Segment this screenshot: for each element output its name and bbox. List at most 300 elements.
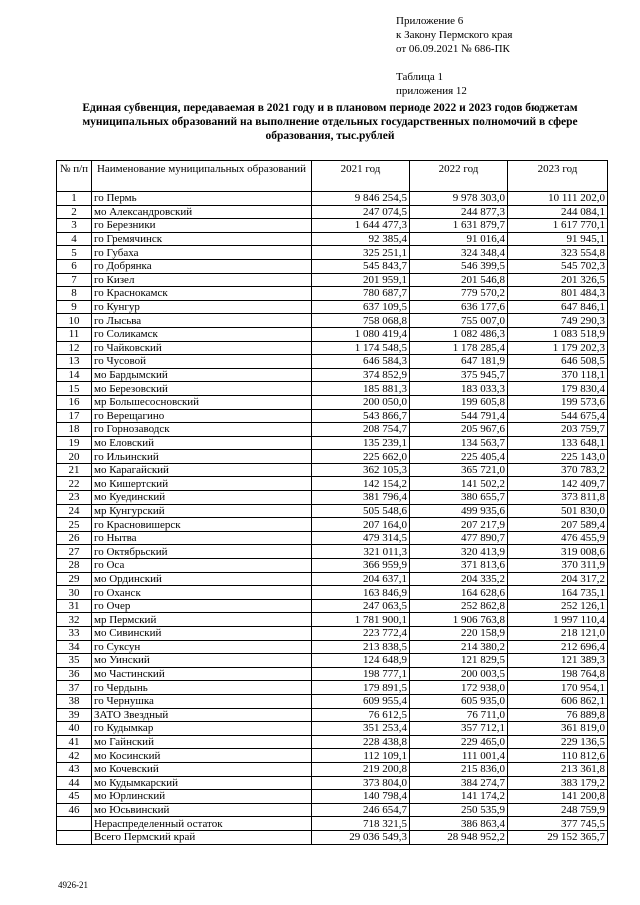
document-title: Единая субвенция, передаваемая в 2021 году и в плановом периоде 2022 и 2023 годов бюджетам муниципальных образований на выполнение отдельных государственных полномочий в сфере образования, тыс.рублей bbox=[82, 102, 578, 142]
value-2022-cell: 375 945,7 bbox=[410, 368, 508, 382]
value-2022-cell: 76 711,0 bbox=[410, 708, 508, 722]
row-number-cell: 30 bbox=[57, 586, 92, 600]
value-2022-cell: 647 181,9 bbox=[410, 355, 508, 369]
municipality-name-cell: го Октябрьский bbox=[92, 545, 312, 559]
row-number-cell: 6 bbox=[57, 259, 92, 273]
value-2023-cell: 141 200,8 bbox=[508, 790, 608, 804]
value-2022-cell: 477 890,7 bbox=[410, 531, 508, 545]
value-2023-cell: 133 648,1 bbox=[508, 436, 608, 450]
row-number-cell: 40 bbox=[57, 722, 92, 736]
row-number-cell: 7 bbox=[57, 273, 92, 287]
value-2022-cell: 371 813,6 bbox=[410, 559, 508, 573]
column-header-2023: 2023 год bbox=[508, 161, 608, 192]
value-2021-cell: 381 796,4 bbox=[312, 491, 410, 505]
row-number-cell: 15 bbox=[57, 382, 92, 396]
municipality-name-cell: го Добрянка bbox=[92, 259, 312, 273]
table-row bbox=[57, 314, 608, 328]
value-2022-cell: 244 877,3 bbox=[410, 205, 508, 219]
value-2023-cell: 198 764,8 bbox=[508, 667, 608, 681]
value-2021-cell: 135 239,1 bbox=[312, 436, 410, 450]
municipality-name-cell: мо Александровский bbox=[92, 205, 312, 219]
municipality-name-cell: го Очер bbox=[92, 599, 312, 613]
municipality-name-cell: го Суксун bbox=[92, 640, 312, 654]
value-2022-cell: 365 721,0 bbox=[410, 463, 508, 477]
value-2022-cell: 499 935,6 bbox=[410, 504, 508, 518]
value-2023-cell: 370 118,1 bbox=[508, 368, 608, 382]
value-2021-cell: 246 654,7 bbox=[312, 803, 410, 817]
value-2021-cell: 321 011,3 bbox=[312, 545, 410, 559]
value-2021-cell: 609 955,4 bbox=[312, 694, 410, 708]
row-number-cell: 9 bbox=[57, 300, 92, 314]
municipality-name-cell: мо Куединский bbox=[92, 491, 312, 505]
row-number-cell: 23 bbox=[57, 491, 92, 505]
value-2023-cell: 121 389,3 bbox=[508, 654, 608, 668]
value-2021-cell: 9 846 254,5 bbox=[312, 192, 410, 206]
row-number-cell: 18 bbox=[57, 423, 92, 437]
value-2023-cell: 164 735,1 bbox=[508, 586, 608, 600]
table-row bbox=[57, 762, 608, 776]
table-row bbox=[57, 708, 608, 722]
row-number-cell: 38 bbox=[57, 694, 92, 708]
table-row bbox=[57, 559, 608, 573]
table-row bbox=[57, 355, 608, 369]
row-number-cell: 21 bbox=[57, 463, 92, 477]
row-number-cell: 46 bbox=[57, 803, 92, 817]
table-row bbox=[57, 300, 608, 314]
municipality-name-cell: мо Бардымский bbox=[92, 368, 312, 382]
value-2022-cell: 134 563,7 bbox=[410, 436, 508, 450]
value-2023-cell: 370 783,2 bbox=[508, 463, 608, 477]
value-2023-cell: 244 084,1 bbox=[508, 205, 608, 219]
value-2022-cell: 220 158,9 bbox=[410, 627, 508, 641]
municipality-name-cell: го Кудымкар bbox=[92, 722, 312, 736]
table-row bbox=[57, 246, 608, 260]
municipality-name-cell: мо Кишертский bbox=[92, 477, 312, 491]
value-2023-cell: 201 326,5 bbox=[508, 273, 608, 287]
value-2023-cell: 647 846,1 bbox=[508, 300, 608, 314]
value-2022-cell: 1 631 879,7 bbox=[410, 219, 508, 233]
value-2022-cell: 605 935,0 bbox=[410, 694, 508, 708]
value-2023-cell: 545 702,3 bbox=[508, 259, 608, 273]
row-number-cell: 14 bbox=[57, 368, 92, 382]
value-2021-cell: 223 772,4 bbox=[312, 627, 410, 641]
row-number-cell: 8 bbox=[57, 287, 92, 301]
table-row bbox=[57, 219, 608, 233]
table-row bbox=[57, 436, 608, 450]
value-2022-cell: 384 274,7 bbox=[410, 776, 508, 790]
value-2022-cell: 636 177,6 bbox=[410, 300, 508, 314]
value-2023-cell: 1 617 770,1 bbox=[508, 219, 608, 233]
municipality-name-cell: мо Юсьвинский bbox=[92, 803, 312, 817]
table-row bbox=[57, 382, 608, 396]
value-2022-cell: 250 535,9 bbox=[410, 803, 508, 817]
municipality-name-cell: го Оса bbox=[92, 559, 312, 573]
value-2021-cell: 201 959,1 bbox=[312, 273, 410, 287]
value-2021-cell: 185 881,3 bbox=[312, 382, 410, 396]
value-2022-cell: 204 335,2 bbox=[410, 572, 508, 586]
municipality-name-cell: мо Сивинский bbox=[92, 627, 312, 641]
table-row bbox=[57, 830, 608, 844]
value-2022-cell: 324 348,4 bbox=[410, 246, 508, 260]
value-2022-cell: 215 836,0 bbox=[410, 762, 508, 776]
municipality-name-cell: го Оханск bbox=[92, 586, 312, 600]
value-2021-cell: 225 662,0 bbox=[312, 450, 410, 464]
value-2021-cell: 76 612,5 bbox=[312, 708, 410, 722]
value-2022-cell: 205 967,6 bbox=[410, 423, 508, 437]
table-row bbox=[57, 749, 608, 763]
value-2023-cell: 203 759,7 bbox=[508, 423, 608, 437]
value-2022-cell: 141 502,2 bbox=[410, 477, 508, 491]
value-2023-cell: 213 361,8 bbox=[508, 762, 608, 776]
municipality-name-cell: го Кизел bbox=[92, 273, 312, 287]
value-2021-cell: 1 781 900,1 bbox=[312, 613, 410, 627]
value-2021-cell: 228 438,8 bbox=[312, 735, 410, 749]
table-row bbox=[57, 613, 608, 627]
municipality-name-cell: мо Березовский bbox=[92, 382, 312, 396]
table-row bbox=[57, 504, 608, 518]
appendix-label: Приложение 6 bbox=[396, 15, 464, 27]
row-number-cell: 34 bbox=[57, 640, 92, 654]
municipality-name-cell: го Гремячинск bbox=[92, 232, 312, 246]
table-row bbox=[57, 232, 608, 246]
column-header-2021: 2021 год bbox=[312, 161, 410, 192]
value-2021-cell: 140 798,4 bbox=[312, 790, 410, 804]
row-number-cell: 44 bbox=[57, 776, 92, 790]
value-2021-cell: 29 036 549,3 bbox=[312, 830, 410, 844]
table-row bbox=[57, 518, 608, 532]
value-2023-cell: 749 290,3 bbox=[508, 314, 608, 328]
table-header-row bbox=[57, 161, 608, 192]
value-2021-cell: 758 068,8 bbox=[312, 314, 410, 328]
municipality-name-cell: мо Еловский bbox=[92, 436, 312, 450]
value-2023-cell: 29 152 365,7 bbox=[508, 830, 608, 844]
row-number-cell: 35 bbox=[57, 654, 92, 668]
table-row bbox=[57, 259, 608, 273]
value-2022-cell: 755 007,0 bbox=[410, 314, 508, 328]
table-row bbox=[57, 192, 608, 206]
municipality-name-cell: го Чусовой bbox=[92, 355, 312, 369]
value-2021-cell: 163 846,9 bbox=[312, 586, 410, 600]
table-row bbox=[57, 287, 608, 301]
value-2022-cell: 214 380,2 bbox=[410, 640, 508, 654]
table-row bbox=[57, 803, 608, 817]
municipality-name-cell: мо Уинский bbox=[92, 654, 312, 668]
value-2021-cell: 366 959,9 bbox=[312, 559, 410, 573]
value-2022-cell: 172 938,0 bbox=[410, 681, 508, 695]
value-2022-cell: 1 082 486,3 bbox=[410, 327, 508, 341]
municipality-name-cell: мо Косинский bbox=[92, 749, 312, 763]
value-2022-cell: 91 016,4 bbox=[410, 232, 508, 246]
table-row bbox=[57, 627, 608, 641]
value-2022-cell: 141 174,2 bbox=[410, 790, 508, 804]
value-2023-cell: 1 083 518,9 bbox=[508, 327, 608, 341]
value-2023-cell: 606 862,1 bbox=[508, 694, 608, 708]
value-2023-cell: 248 759,9 bbox=[508, 803, 608, 817]
value-2021-cell: 247 074,5 bbox=[312, 205, 410, 219]
value-2022-cell: 1 906 763,8 bbox=[410, 613, 508, 627]
value-2021-cell: 204 637,1 bbox=[312, 572, 410, 586]
table-row bbox=[57, 586, 608, 600]
value-2023-cell: 76 889,8 bbox=[508, 708, 608, 722]
value-2022-cell: 1 178 285,4 bbox=[410, 341, 508, 355]
value-2021-cell: 1 644 477,3 bbox=[312, 219, 410, 233]
value-2023-cell: 476 455,9 bbox=[508, 531, 608, 545]
row-number-cell: 2 bbox=[57, 205, 92, 219]
table-label: Таблица 1 bbox=[396, 71, 444, 83]
table-row bbox=[57, 395, 608, 409]
subsidy-table bbox=[56, 160, 608, 845]
row-number-cell: 3 bbox=[57, 219, 92, 233]
municipality-name-cell: мо Частинский bbox=[92, 667, 312, 681]
municipality-name-cell: ЗАТО Звездный bbox=[92, 708, 312, 722]
table-row bbox=[57, 409, 608, 423]
value-2021-cell: 1 080 419,4 bbox=[312, 327, 410, 341]
value-2023-cell: 91 945,1 bbox=[508, 232, 608, 246]
value-2021-cell: 351 253,4 bbox=[312, 722, 410, 736]
row-number-cell: 1 bbox=[57, 192, 92, 206]
table-row bbox=[57, 368, 608, 382]
value-2021-cell: 637 109,5 bbox=[312, 300, 410, 314]
value-2023-cell: 1 997 110,4 bbox=[508, 613, 608, 627]
row-number-cell: 39 bbox=[57, 708, 92, 722]
table-row bbox=[57, 450, 608, 464]
municipality-name-cell: го Березники bbox=[92, 219, 312, 233]
municipality-name-cell: го Верещагино bbox=[92, 409, 312, 423]
row-number-cell: 36 bbox=[57, 667, 92, 681]
value-2023-cell: 377 745,5 bbox=[508, 817, 608, 831]
table-row bbox=[57, 667, 608, 681]
value-2022-cell: 544 791,4 bbox=[410, 409, 508, 423]
municipality-name-cell: мо Кудымкарский bbox=[92, 776, 312, 790]
table-row bbox=[57, 477, 608, 491]
municipality-name-cell: Нераспределенный остаток bbox=[92, 817, 312, 831]
value-2023-cell: 229 136,5 bbox=[508, 735, 608, 749]
value-2023-cell: 212 696,4 bbox=[508, 640, 608, 654]
value-2021-cell: 325 251,1 bbox=[312, 246, 410, 260]
value-2023-cell: 225 143,0 bbox=[508, 450, 608, 464]
municipality-name-cell: го Чайковский bbox=[92, 341, 312, 355]
value-2022-cell: 111 001,4 bbox=[410, 749, 508, 763]
municipality-name-cell: мр Кунгурский bbox=[92, 504, 312, 518]
row-number-cell: 37 bbox=[57, 681, 92, 695]
value-2023-cell: 383 179,2 bbox=[508, 776, 608, 790]
row-number-cell: 29 bbox=[57, 572, 92, 586]
value-2021-cell: 179 891,5 bbox=[312, 681, 410, 695]
row-number-cell bbox=[57, 817, 92, 831]
municipality-name-cell: го Пермь bbox=[92, 192, 312, 206]
municipality-name-cell: мо Ординский bbox=[92, 572, 312, 586]
row-number-cell: 16 bbox=[57, 395, 92, 409]
table-row bbox=[57, 735, 608, 749]
table-row bbox=[57, 341, 608, 355]
row-number-cell: 28 bbox=[57, 559, 92, 573]
value-2021-cell: 213 838,5 bbox=[312, 640, 410, 654]
municipality-name-cell: го Соликамск bbox=[92, 327, 312, 341]
value-2022-cell: 200 003,5 bbox=[410, 667, 508, 681]
value-2021-cell: 124 648,9 bbox=[312, 654, 410, 668]
value-2023-cell: 1 179 202,3 bbox=[508, 341, 608, 355]
value-2021-cell: 112 109,1 bbox=[312, 749, 410, 763]
value-2023-cell: 110 812,6 bbox=[508, 749, 608, 763]
table-row bbox=[57, 327, 608, 341]
value-2023-cell: 373 811,8 bbox=[508, 491, 608, 505]
row-number-cell: 31 bbox=[57, 599, 92, 613]
municipality-name-cell: го Кунгур bbox=[92, 300, 312, 314]
value-2023-cell: 199 573,6 bbox=[508, 395, 608, 409]
row-number-cell: 11 bbox=[57, 327, 92, 341]
column-header-name: Наименование муниципальных образований bbox=[92, 161, 312, 192]
table-row bbox=[57, 531, 608, 545]
row-number-cell: 32 bbox=[57, 613, 92, 627]
row-number-cell: 43 bbox=[57, 762, 92, 776]
table-row bbox=[57, 423, 608, 437]
value-2021-cell: 247 063,5 bbox=[312, 599, 410, 613]
row-number-cell: 13 bbox=[57, 355, 92, 369]
table-row bbox=[57, 545, 608, 559]
value-2022-cell: 546 399,5 bbox=[410, 259, 508, 273]
table-row bbox=[57, 640, 608, 654]
value-2021-cell: 479 314,5 bbox=[312, 531, 410, 545]
value-2022-cell: 164 628,6 bbox=[410, 586, 508, 600]
value-2022-cell: 380 655,7 bbox=[410, 491, 508, 505]
row-number-cell: 5 bbox=[57, 246, 92, 260]
row-number-cell: 19 bbox=[57, 436, 92, 450]
municipality-name-cell: го Краснокамск bbox=[92, 287, 312, 301]
value-2021-cell: 142 154,2 bbox=[312, 477, 410, 491]
municipality-name-cell: го Нытва bbox=[92, 531, 312, 545]
value-2021-cell: 219 200,8 bbox=[312, 762, 410, 776]
value-2021-cell: 200 050,0 bbox=[312, 395, 410, 409]
table-row bbox=[57, 654, 608, 668]
table-row bbox=[57, 463, 608, 477]
row-number-cell: 27 bbox=[57, 545, 92, 559]
municipality-name-cell: го Красновишерск bbox=[92, 518, 312, 532]
table-appendix-label: приложения 12 bbox=[396, 85, 467, 97]
value-2023-cell: 207 589,4 bbox=[508, 518, 608, 532]
value-2022-cell: 229 465,0 bbox=[410, 735, 508, 749]
municipality-name-cell: го Лысьва bbox=[92, 314, 312, 328]
column-header-2022: 2022 год bbox=[410, 161, 508, 192]
municipality-name-cell: мр Большесосновский bbox=[92, 395, 312, 409]
municipality-name-cell: мо Кочевский bbox=[92, 762, 312, 776]
value-2023-cell: 142 409,7 bbox=[508, 477, 608, 491]
value-2022-cell: 357 712,1 bbox=[410, 722, 508, 736]
row-number-cell: 25 bbox=[57, 518, 92, 532]
row-number-cell: 24 bbox=[57, 504, 92, 518]
value-2021-cell: 780 687,7 bbox=[312, 287, 410, 301]
table-row bbox=[57, 599, 608, 613]
row-number-cell: 12 bbox=[57, 341, 92, 355]
value-2022-cell: 201 546,8 bbox=[410, 273, 508, 287]
value-2023-cell: 544 675,4 bbox=[508, 409, 608, 423]
value-2023-cell: 10 111 202,0 bbox=[508, 192, 608, 206]
municipality-name-cell: го Чернушка bbox=[92, 694, 312, 708]
municipality-name-cell: го Ильинский bbox=[92, 450, 312, 464]
municipality-name-cell: Всего Пермский край bbox=[92, 830, 312, 844]
municipality-name-cell: мо Юрлинский bbox=[92, 790, 312, 804]
value-2023-cell: 323 554,8 bbox=[508, 246, 608, 260]
appendix-header bbox=[396, 14, 512, 56]
value-2021-cell: 198 777,1 bbox=[312, 667, 410, 681]
value-2022-cell: 9 978 303,0 bbox=[410, 192, 508, 206]
table-row bbox=[57, 722, 608, 736]
value-2021-cell: 646 584,3 bbox=[312, 355, 410, 369]
row-number-cell: 26 bbox=[57, 531, 92, 545]
value-2023-cell: 361 819,0 bbox=[508, 722, 608, 736]
municipality-name-cell: мо Карагайский bbox=[92, 463, 312, 477]
row-number-cell: 4 bbox=[57, 232, 92, 246]
value-2023-cell: 204 317,2 bbox=[508, 572, 608, 586]
row-number-cell: 20 bbox=[57, 450, 92, 464]
value-2023-cell: 370 311,9 bbox=[508, 559, 608, 573]
municipality-name-cell: го Горнозаводск bbox=[92, 423, 312, 437]
table-row bbox=[57, 694, 608, 708]
table-reference bbox=[396, 70, 467, 98]
value-2021-cell: 1 174 548,5 bbox=[312, 341, 410, 355]
value-2021-cell: 718 321,5 bbox=[312, 817, 410, 831]
value-2023-cell: 252 126,1 bbox=[508, 599, 608, 613]
value-2021-cell: 362 105,3 bbox=[312, 463, 410, 477]
value-2022-cell: 225 405,4 bbox=[410, 450, 508, 464]
table-row bbox=[57, 817, 608, 831]
value-2022-cell: 199 605,8 bbox=[410, 395, 508, 409]
column-header-num: № п/п bbox=[57, 161, 92, 192]
table-body bbox=[57, 192, 608, 845]
value-2022-cell: 252 862,8 bbox=[410, 599, 508, 613]
value-2023-cell: 218 121,0 bbox=[508, 627, 608, 641]
table-row bbox=[57, 790, 608, 804]
value-2022-cell: 386 863,4 bbox=[410, 817, 508, 831]
value-2022-cell: 28 948 952,2 bbox=[410, 830, 508, 844]
value-2023-cell: 801 484,3 bbox=[508, 287, 608, 301]
municipality-name-cell: го Губаха bbox=[92, 246, 312, 260]
value-2022-cell: 183 033,3 bbox=[410, 382, 508, 396]
value-2021-cell: 505 548,6 bbox=[312, 504, 410, 518]
municipality-name-cell: мо Гайнский bbox=[92, 735, 312, 749]
table-row bbox=[57, 205, 608, 219]
value-2022-cell: 320 413,9 bbox=[410, 545, 508, 559]
value-2023-cell: 319 008,6 bbox=[508, 545, 608, 559]
table-row bbox=[57, 491, 608, 505]
value-2022-cell: 207 217,9 bbox=[410, 518, 508, 532]
value-2021-cell: 374 852,9 bbox=[312, 368, 410, 382]
value-2021-cell: 543 866,7 bbox=[312, 409, 410, 423]
value-2023-cell: 170 954,1 bbox=[508, 681, 608, 695]
row-number-cell: 33 bbox=[57, 627, 92, 641]
table-row bbox=[57, 572, 608, 586]
row-number-cell: 22 bbox=[57, 477, 92, 491]
municipality-name-cell: го Чердынь bbox=[92, 681, 312, 695]
value-2023-cell: 501 830,0 bbox=[508, 504, 608, 518]
table-row bbox=[57, 273, 608, 287]
document-code: 4926-21 bbox=[58, 880, 88, 890]
row-number-cell bbox=[57, 830, 92, 844]
row-number-cell: 41 bbox=[57, 735, 92, 749]
municipality-name-cell: мр Пермский bbox=[92, 613, 312, 627]
value-2022-cell: 121 829,5 bbox=[410, 654, 508, 668]
value-2021-cell: 208 754,7 bbox=[312, 423, 410, 437]
value-2023-cell: 646 508,5 bbox=[508, 355, 608, 369]
value-2022-cell: 779 570,2 bbox=[410, 287, 508, 301]
row-number-cell: 17 bbox=[57, 409, 92, 423]
value-2023-cell: 179 830,4 bbox=[508, 382, 608, 396]
value-2021-cell: 207 164,0 bbox=[312, 518, 410, 532]
law-date-number: от 06.09.2021 № 686-ПК bbox=[396, 43, 510, 55]
table-row bbox=[57, 776, 608, 790]
value-2021-cell: 545 843,7 bbox=[312, 259, 410, 273]
row-number-cell: 10 bbox=[57, 314, 92, 328]
row-number-cell: 45 bbox=[57, 790, 92, 804]
